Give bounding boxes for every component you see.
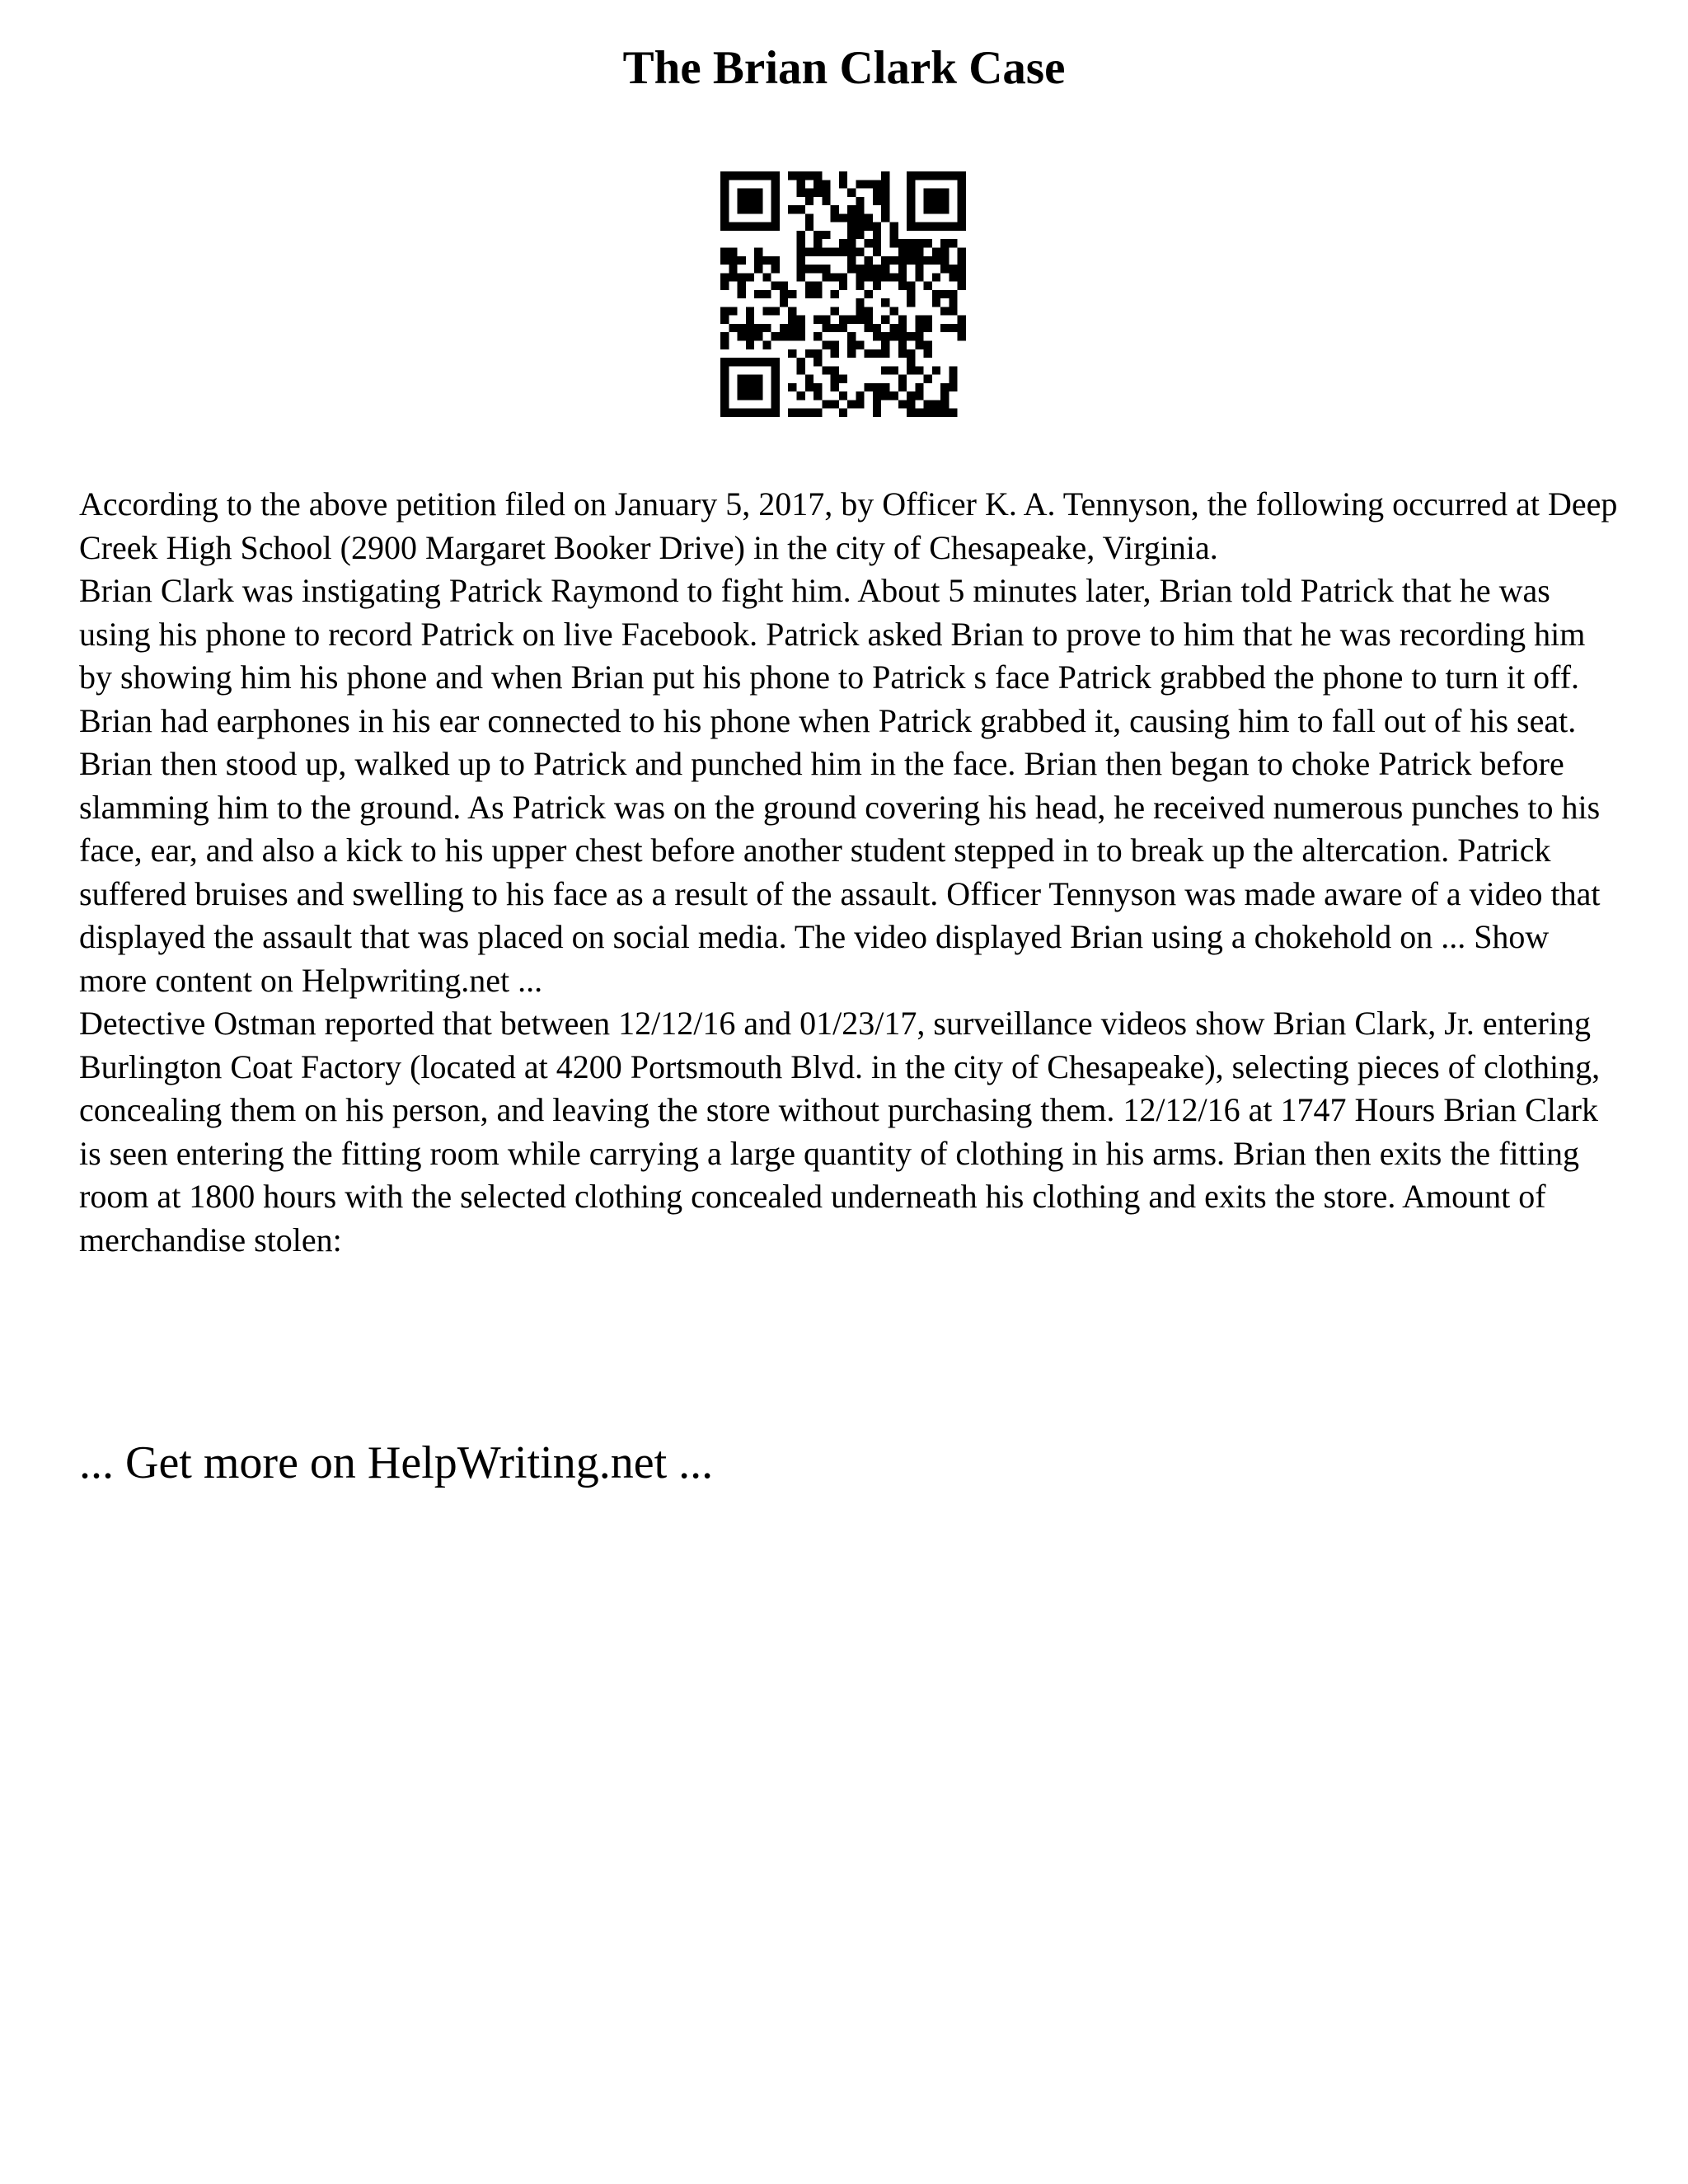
paragraph-assault-details: Brian Clark was instigating Patrick Raymond to fight him. About 5 minutes later, Brian told Patrick that he was using his phone to record Patrick on live Facebook. Patrick asked Brian to prove to him that he was recording him by showing him his phone and when Brian put his phone to Patrick s face Patrick grabbed the phone to turn it off. Brian had earphones in his ear connected to his phone when Patrick grabbed it, causing him to fall out of his seat. Brian then stood up, walked up to Patrick and punched him in the face. Brian then began to choke Patrick before slamming him to the ground. As Patrick was on the ground covering his head, he received numerous punches to his face, ear, and also a kick to his upper chest before another student stepped in to break up the altercation. Patrick suffered bruises and swelling to his face as a result of the assault. Officer Tennyson was made aware of a video that displayed the assault that was placed on social media. The video displayed Brian using a chokehold on ... Show more content on Helpwriting.net ... xyxy=(79,572,1601,999)
article-body xyxy=(79,483,1620,1262)
qr-code-icon[interactable] xyxy=(720,171,966,417)
paragraph-shoplifting-report: Detective Ostman reported that between 12/12/16 and 01/23/17, surveillance videos show Brian Clark, Jr. entering Burlington Coat Factory (located at 4200 Portsmouth Blvd. in the city of Chesapeake), selecting pieces of clothing, concealing them on his person, and leaving the store without purchasing them. 12/12/16 at 1747 Hours Brian Clark is seen entering the fitting room while carrying a large quantity of clothing in his arms. Brian then exits the fitting room at 1800 hours with the selected clothing concealed underneath his clothing and exits the store. Amount of merchandise stolen: xyxy=(79,1005,1601,1258)
paragraph-petition-intro: According to the above petition filed on January 5, 2017, by Officer K. A. Tennyson, the following occurred at Deep Creek High School (2900 Margaret Booker Drive) in the city of Chesapeake, Virginia. xyxy=(79,485,1618,566)
qr-code-graphic xyxy=(720,171,966,417)
get-more-link[interactable]: ... Get more on HelpWriting.net ... xyxy=(79,1437,714,1488)
page-title: The Brian Clark Case xyxy=(622,42,1066,94)
